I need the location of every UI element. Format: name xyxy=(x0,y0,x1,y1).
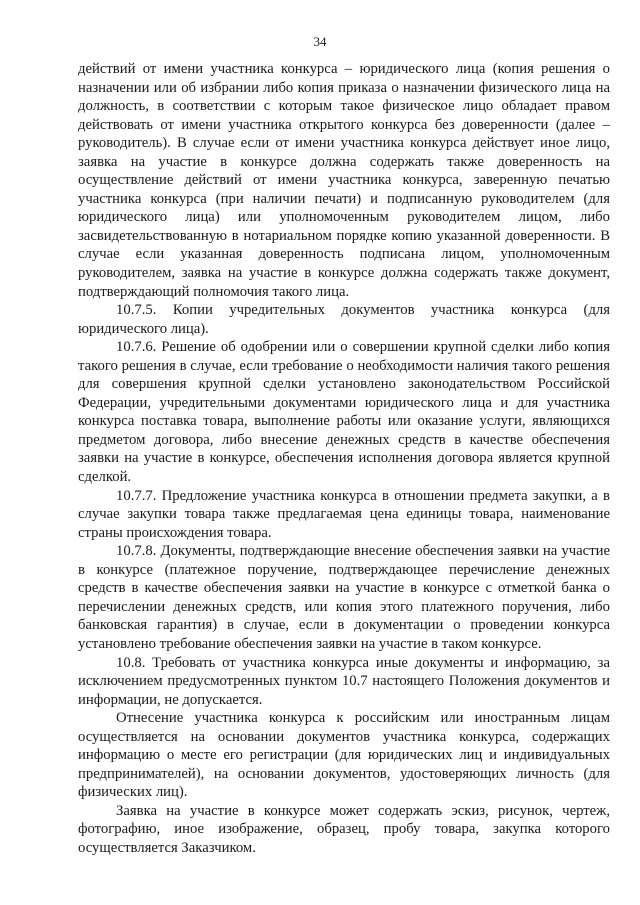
paragraph-10-8: 10.8. Требовать от участника конкурса иные документы и информацию, за исключением предусмотренных пунктом 10.7 настоящего Положения документов и информации, не допускается. xyxy=(78,654,610,708)
paragraph-10-7-5: 10.7.5. Копии учредительных документов участника конкурса (для юридического лица). xyxy=(78,302,610,337)
page-number: 34 xyxy=(313,34,327,49)
paragraph-10-7-7: 10.7.7. Предложение участника конкурса в отношении предмета закупки, а в случае закупки товара также предлагаемая цена единицы товара, наименование страны происхождения товара. xyxy=(78,487,610,541)
paragraph-participant-classification: Отнесение участника конкурса к российским или иностранным лицам осуществляется на основании документов участника конкурса, содержащих информацию о месте его регистрации (для юридических лиц и индивидуальных предпринимателей), на основании документов, удостоверяющих личность (для физических лиц). xyxy=(78,710,610,801)
paragraph-10-7-6: 10.7.6. Решение об одобрении или о совершении крупной сделки либо копия такого решения в случае, если требование о необходимости наличия такого решения для совершения крупной сделки установлено законодательством Российской Федерации, учредительными документами юридического лица и для участника конкурса поставка товара, выполнение работы или оказание услуги, являющихся предметом договора, либо внесение денежных средств в качестве обеспечения заявки на участие в конкурсе, обеспечения исполнения договора является крупной сделкой. xyxy=(78,339,610,486)
paragraph-continuation: действий от имени участника конкурса – юридического лица (копия решения о назначении или об избрании либо копия приказа о назначении физического лица на должность, в соответствии с которым такое физическое лицо обладает правом действовать от имени участника открытого конкурса без доверенности (далее – руководитель). В случае если от имени участника конкурса действует иное лицо, заявка на участие в конкурсе должна содержать также доверенность на осуществление действий от имени участника конкурса, заверенную печатью участника конкурса (при наличии печати) и подписанную руководителем (для юридического лица) или уполномоченным руководителем лицом, либо засвидетельствованную в нотариальном порядке копию указанной доверенности. В случае если указанная доверенность подписана лицом, уполномоченным руководителем, заявка на участие в конкурсе должна содержать также документ, подтверждающий полномочия такого лица. xyxy=(78,61,610,300)
document-body xyxy=(78,60,610,858)
paragraph-application-attachments: Заявка на участие в конкурсе может содержать эскиз, рисунок, чертеж, фотографию, иное изображение, образец, пробу товара, закупка которого осуществляется Заказчиком. xyxy=(78,802,610,856)
paragraph-10-7-8: 10.7.8. Документы, подтверждающие внесение обеспечения заявки на участие в конкурсе (платежное поручение, подтверждающее перечисление денежных средств в качестве обеспечения заявки на участие в конкурсе с отметкой банка о перечислении денежных средств, или копия этого платежного поручения, либо банковская гарантия) в случае, если в документации о проведении конкурса установлено требование обеспечения заявки на участие в таком конкурсе. xyxy=(78,543,610,652)
